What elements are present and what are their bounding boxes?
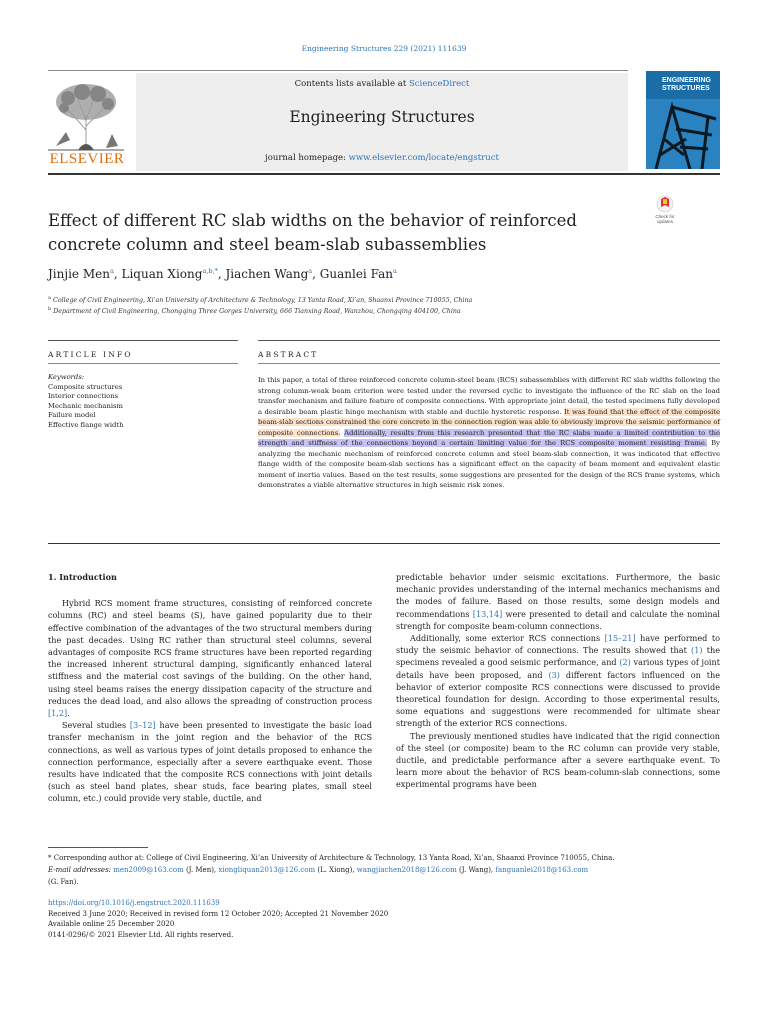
cover-title-line2: STRUCTURES [662,85,710,92]
article-history [48,898,720,940]
list-marker-link[interactable]: (2) [619,657,631,668]
affiliation-mark: a [48,295,51,301]
abstract-inner-rule [258,363,720,364]
copyright: 0141-0296/© 2021 Elsevier Ltd. All rights reserved. [48,930,234,939]
body-column-right [396,571,720,791]
email-link[interactable]: men2009@163.com [113,866,184,874]
paragraph-text: various types of joint details have been proposed, and [396,657,720,680]
body-paragraph [396,632,720,730]
section-heading-introduction: 1. Introduction [48,572,117,582]
keywords-rule [48,363,238,364]
affiliation-text: Department of Civil Engineering, Chongqing Three Gorges University, 666 Tianxing Road, Wanzhou, Chongqing 404100, China [53,308,461,316]
author-affiliation-mark[interactable]: a [308,267,313,275]
body-column-left [48,571,372,805]
paragraph-text: have performed to study the seismic behavior of connections. The results showed that [396,633,720,656]
list-marker-link[interactable]: (1) [691,645,703,656]
article-info-rule [48,340,238,341]
email-link[interactable]: fanguanlei2018@163.com [495,866,589,874]
received-dates: Received 3 June 2020; Received in revised form 12 October 2020; Accepted 21 November 2020 [48,909,389,918]
keyword-item: Interior connections [48,392,119,401]
email-owner: (J. Men), [183,866,219,874]
affiliation-b [48,306,461,315]
abstract-text[interactable] [258,375,720,491]
affiliation-text: College of Civil Engineering, Xi’an University of Architecture & Technology, 13 Yanta Road, Xi’an, Shaanxi Province 710055, China [53,297,473,305]
author-separator: , [312,267,320,281]
article-title: Effect of different RC slab widths on the behavior of reinforced concrete column and steel beam-slab subassemblies [48,211,577,254]
cover-structure-icon [646,99,720,169]
available-online: Available online 25 December 2020 [48,920,175,928]
header-bottom-rule [48,173,720,175]
journal-name: Engineering Structures [289,108,475,126]
keyword-item: Failure model [48,411,96,420]
citation-link[interactable]: [13,14] [472,608,503,619]
paragraph-text: predictable behavior under seismic excitations. Furthermore, the basic mechanic provides understanding of the internal mechanics mechanisms and the modes of failure. Based on those results, some design models and recommendations [396,572,720,619]
email-link[interactable]: wangjiachen2018@126.com [356,866,457,874]
keyword-item: Effective flange width [48,420,124,429]
author-list [48,267,397,281]
journal-cover-thumbnail[interactable] [646,71,720,169]
journal-reference[interactable]: Engineering Structures 229 (2021) 111639 [301,44,467,53]
author-name[interactable]: Jiachen Wang [225,267,309,281]
footnote-rule [48,847,148,848]
check-line1: Check for [655,214,675,219]
paragraph-text: were presented to detail and calculate the nominal strength for composite beam-column connections. [396,608,720,631]
email-owner: (L. Xiong), [315,866,357,874]
abstract-highlight-orange[interactable]: It was found that the effect of the composite beam-slab sections constrained the core concrete in the connection region was able to obviously improve the seismic performance of composite connections. [258,407,720,437]
corresponding-author-note: * Corresponding author at: College of Civil Engineering, Xi’an University of Architecture & Technology, 13 Yanta Road, Xi’an, Shaanxi Province 710055, China. [48,854,615,862]
cover-title-line1: ENGINEERING [662,77,712,84]
elsevier-wordmark: ELSEVIER [49,151,125,167]
paragraph-text: different factors influenced on the behavior of exterior composite RCS connections were discussed to provide theoretical foundation for design. According to those experimental results, some equations and suggestions were recommended for ultimate shear strength of the exterior RCS connections. [396,669,721,729]
body-paragraph: The previously mentioned studies have indicated that the rigid connection of the steel (or composite) beam to the RC column can provide very stable, ductile, and predictable performance after a severe earthquake event. To learn more about the behavior of RCS beam-column-slab connections, some experimental programs have been [396,730,720,790]
author-separator: , [113,267,122,281]
paragraph-text: have been presented to investigate the basic load transfer mechanism in the joint region and the behavior of the RCS connections, as well as various types of joint details proposed to enhance the connection performance, especially after a severe earthquake event. Those results have indicated that the composite RCS connections with joint details (such as steel band plates, shear studs, face bearing plates, small steel column, etc.) could provide very stable, ductile, and [48,720,372,804]
author-name[interactable]: Guanlei Fan [319,267,393,281]
abstract-part2: By analyzing the mechanic mechanism of reinforced concrete column and steel beam-slab connection, it was indicated that effective flange width of the composite beam-slab sections has a significant effect on the capacity of beam moment and equivalent elastic moment of inertia values. Based on the test results, some suggestions are presented for the design of the RCS frame systems, which demonstrates a viable alternative structures in high seismic risk zones. [258,439,720,489]
email-label: E-mail addresses: [48,866,114,874]
contents-prefix: Contents lists available at [294,79,409,89]
email-addresses [48,864,720,876]
email-owner: (J. Wang), [456,866,496,874]
cover-title [662,77,711,93]
header-top-rule [48,70,628,71]
homepage-link[interactable]: www.elsevier.com/locate/engstruct [348,153,499,163]
author-affiliation-mark[interactable]: a,b,* [202,267,218,275]
paragraph-text: . [67,708,70,719]
abstract-heading: ABSTRACT [258,350,319,359]
list-marker-link[interactable]: (3) [548,669,560,680]
author-separator: , [217,267,226,281]
citation-link[interactable]: [15–21] [604,633,636,644]
body-paragraph [48,597,372,719]
affiliation-mark: b [48,306,52,312]
keywords-block [48,373,238,431]
abstract-rule [258,340,720,341]
keyword-item: Composite structures [48,382,123,391]
author-affiliation-mark[interactable]: a [392,267,397,275]
author-affiliation-mark[interactable]: a [109,267,114,275]
paragraph-text: Additionally, some exterior RCS connections [410,633,605,644]
elsevier-tree-logo-icon [48,80,124,152]
footnote [48,852,720,888]
citation-link[interactable]: [1,2] [48,708,68,719]
email-link[interactable]: xiongliquan2013@126.com [218,866,316,874]
contents-line [136,79,628,89]
citation-link[interactable]: [3–12] [129,720,156,731]
abstract-part1: In this paper, a total of three reinforced concrete column-steel beam (RCS) subassemblies with different RC slab widths following the strong column-weak beam criterion were tested under the reversed cyclic to investigate the influence of the RC slab on the load transfer mechanism and failure feature of composite connections. With appropriate joint detail, the tested specimens fully developed a desirable beam plastic hinge mechanism with stable and ductile hysteretic response. [258,376,720,416]
keywords-heading: Keywords: [48,373,85,381]
paragraph-text: Several studies [62,720,130,731]
author-name[interactable]: Jinjie Men [48,267,110,281]
homepage-label: journal homepage: [265,153,349,163]
doi-link[interactable]: https://doi.org/10.1016/j.engstruct.2020.111639 [48,899,220,907]
check-line2: updates [656,219,673,224]
article-info-heading: ARTICLE INFO [48,350,133,359]
affiliation-a [48,295,472,304]
sciencedirect-link[interactable]: ScienceDirect [408,79,470,89]
abstract-end-rule [48,543,720,544]
keyword-item: Mechanic mechanism [48,401,123,410]
author-name[interactable]: Liquan Xiong [121,267,203,281]
body-paragraph [396,571,720,632]
abstract-highlight-blue[interactable]: Additionally, results from this research presented that the RC slabs made a limited contribution to the strength and stiffness of the connections beyond a certain limiting value for the RCS composite moment resisting frame. [258,428,720,447]
body-paragraph [48,719,372,804]
email-last-owner: (G. Fan). [48,878,79,886]
check-for-updates-label [648,214,682,224]
journal-homepage [136,153,628,163]
paragraph-text: Hybrid RCS moment frame structures, consisting of reinforced concrete columns (RC) and steel beams (S), have gained popularity due to their effective combination of the advantages of the two structural members during the past decades. Using RC rather than structural steel columns, several advantages of composite RCS frame structures have been reported regarding the increased inherent structural damping, significantly enhanced lateral stiffness and the material cost savings of the building. On the other hand, using steel beams raises the energy dissipation capacity of the structure and reduces the dead load, and also allows the spreading of construction process [48,598,372,706]
paragraph-text: the specimens revealed a good seismic performance, and [396,645,720,668]
